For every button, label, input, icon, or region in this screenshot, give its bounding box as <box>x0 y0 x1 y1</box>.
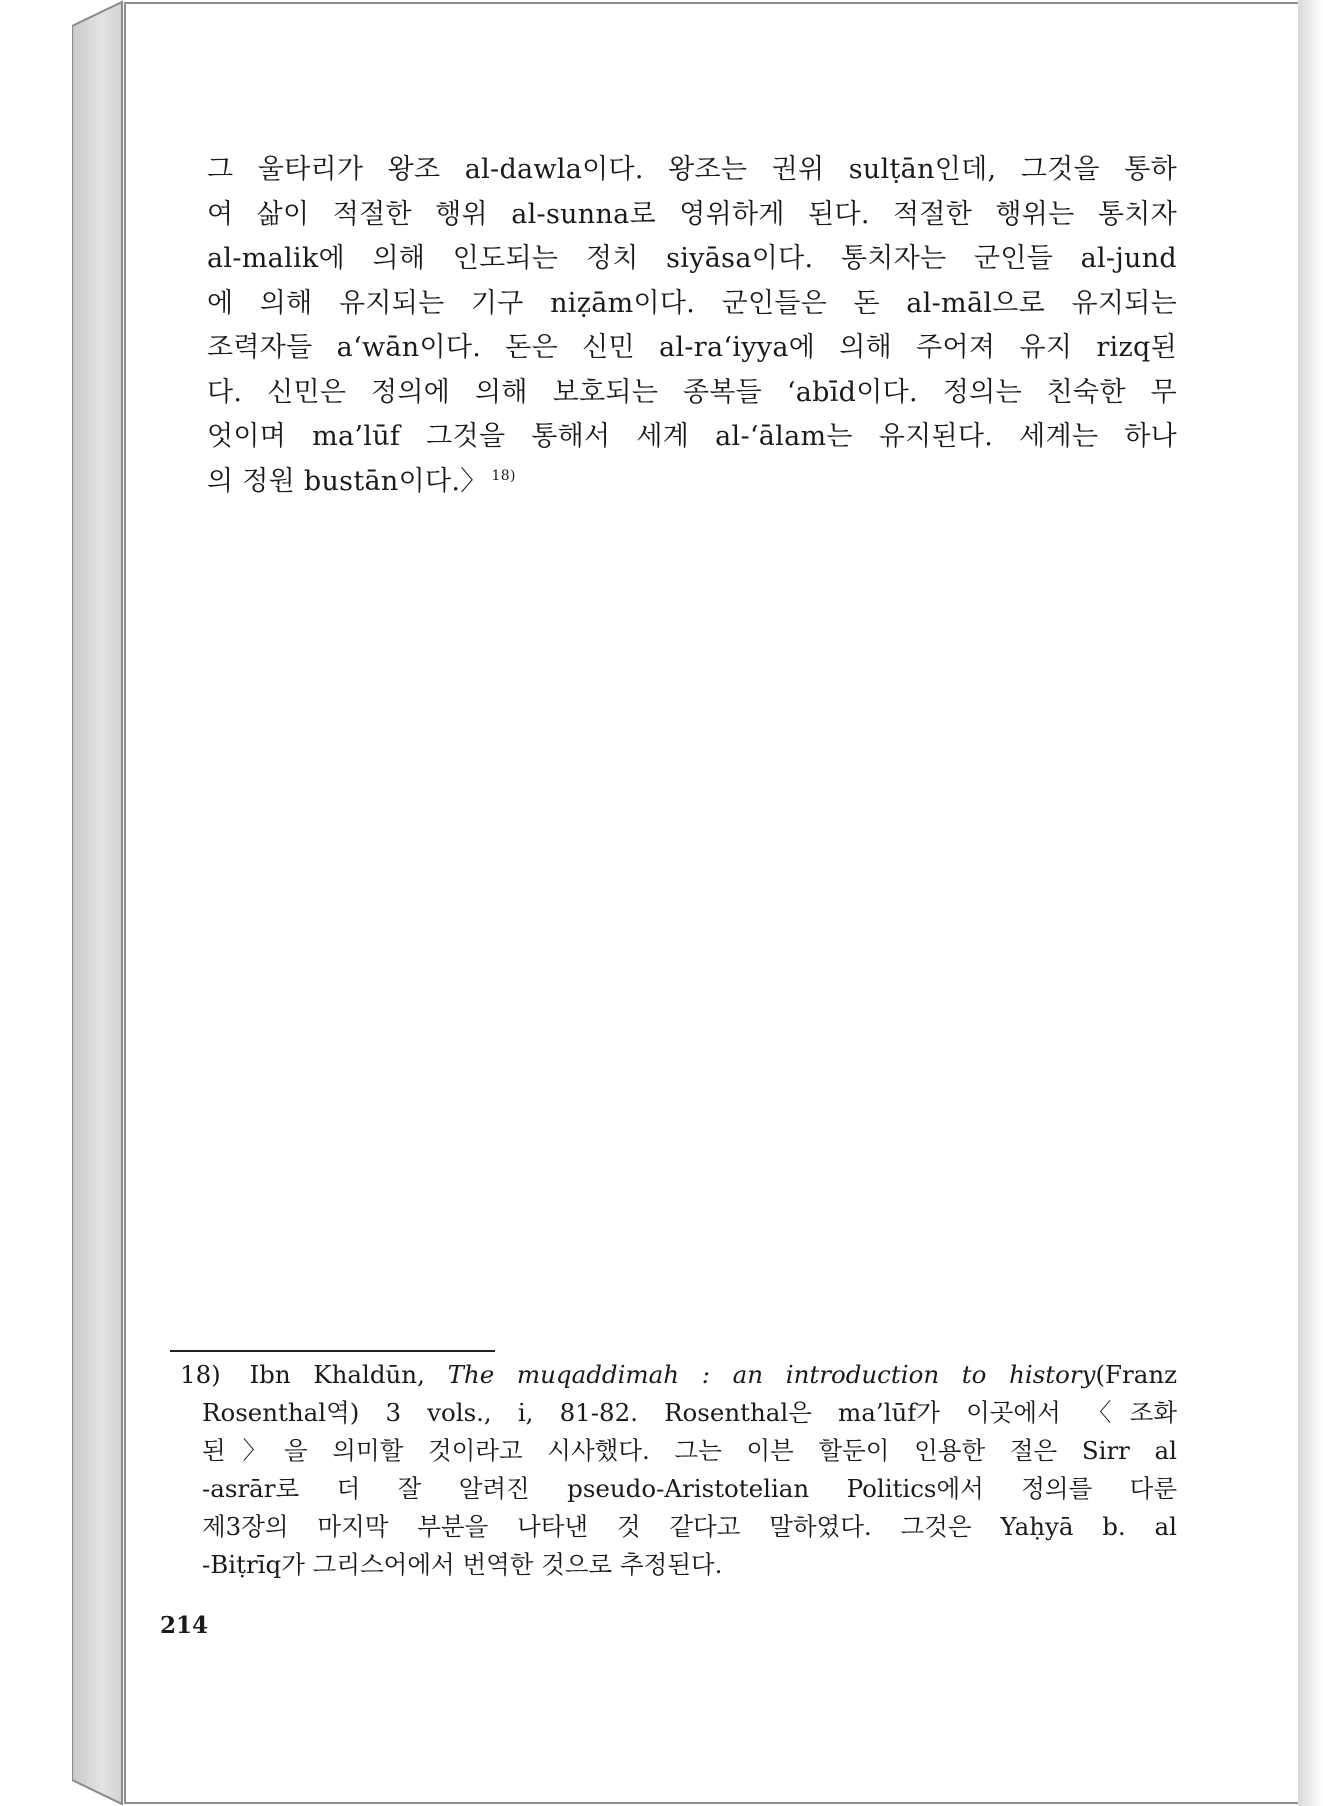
footnote-title: The muqaddimah : an introduction to history <box>447 1360 1096 1389</box>
footnote-line: Rosenthal역) 3 vols., i, 81-82. Rosenthal은 ma’lūf가 이곳에서 〈조화 <box>202 1398 1177 1427</box>
page-number: 214 <box>160 1612 209 1639</box>
body-line: 엇이며 ma’lūf 그것을 통해서 세계 al-‘ālam는 유지된다. 세계는 하나 <box>207 421 1177 452</box>
footnote-line1-tail: (Franz <box>1095 1360 1178 1389</box>
footnote-author: Ibn Khaldūn, <box>249 1360 425 1389</box>
footnote-reference[interactable]: 18) <box>491 467 516 484</box>
body-line: 그 울타리가 왕조 al-dawla이다. 왕조는 권위 sulṭān인데, 그것을 통하 <box>207 154 1177 185</box>
footnote-line: -Biṭrīq가 그리스어에서 번역한 것으로 추정된다. <box>202 1550 723 1579</box>
body-line: 여 삶이 적절한 행위 al-sunna로 영위하게 된다. 적절한 행위는 통치자 <box>207 198 1177 230</box>
footnote-line: -asrār로 더 잘 알려진 pseudo-Aristotelian Politics에서 정의를 다룬 <box>202 1474 1177 1503</box>
body-line-last <box>207 460 1177 505</box>
footnote-line: 제3장의 마지막 부분을 나타낸 것 같다고 말하였다. 그것은 Yaḥyā b. al <box>202 1512 1177 1541</box>
body-line: 다. 신민은 정의에 의해 보호되는 종복들 ‘abīd이다. 정의는 친숙한 무 <box>207 376 1177 408</box>
footnote-divider <box>170 1350 495 1352</box>
book-spine <box>72 0 124 1806</box>
body-paragraph <box>207 148 1177 504</box>
footnote-line: 된〉을 의미할 것이라고 시사했다. 그는 이븐 할둔이 인용한 절은 Sirr al <box>202 1436 1177 1465</box>
book-spine-graphic <box>72 0 124 1806</box>
footnote-18 <box>180 1356 1177 1584</box>
page-edge-shadow <box>1298 0 1323 1806</box>
body-line: al-malik에 의해 인도되는 정치 siyāsa이다. 통치자는 군인들 al-jund <box>207 243 1177 274</box>
body-line: 에 의해 유지되는 기구 niẓām이다. 군인들은 돈 al-māl으로 유지되는 <box>207 287 1177 319</box>
body-line-text: 의 정원 bustān이다.〉 <box>207 465 488 497</box>
body-line: 조력자들 a‘wān이다. 돈은 신민 al-ra‘iyya에 의해 주어져 유지 rizq된 <box>207 332 1177 363</box>
footnote-line <box>180 1356 1177 1394</box>
footnote-number: 18) <box>180 1360 221 1389</box>
